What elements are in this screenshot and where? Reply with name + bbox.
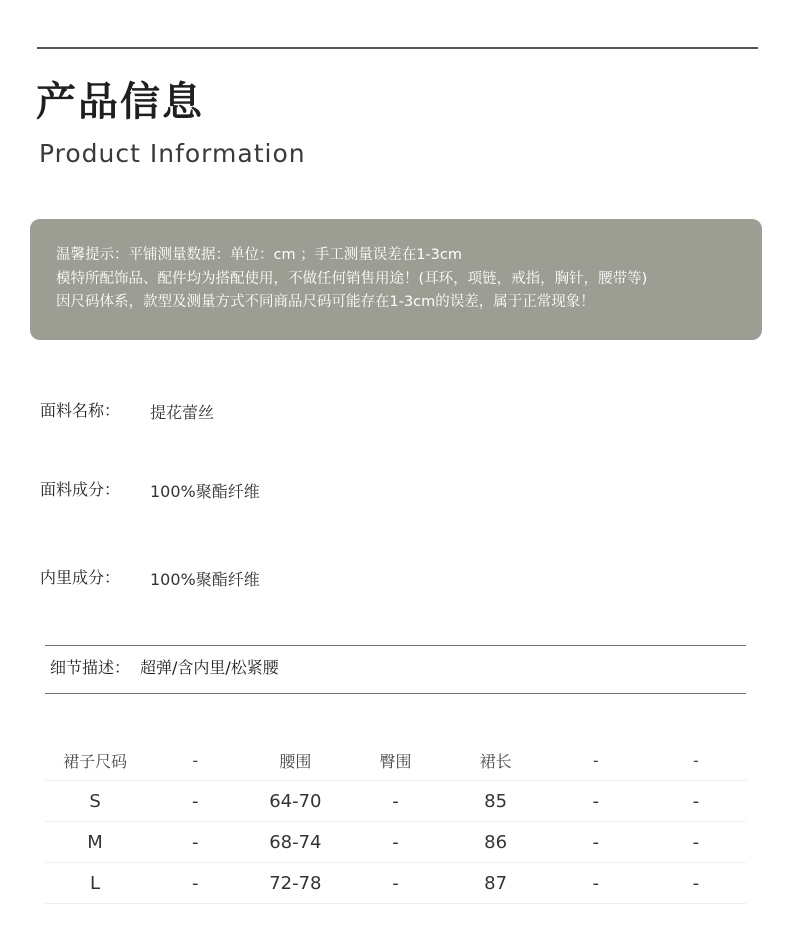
table-cell: 86 <box>446 822 546 863</box>
table-cell: 64-70 <box>245 781 345 822</box>
table-cell: - <box>646 781 746 822</box>
table-cell: M <box>45 822 145 863</box>
table-cell: L <box>45 863 145 904</box>
table-cell: 68-74 <box>245 822 345 863</box>
table-cell: - <box>145 781 245 822</box>
table-cell: S <box>45 781 145 822</box>
notice-line: 温馨提示：平铺测量数据：单位：cm ；手工测量误差在1-3cm <box>56 247 462 263</box>
table-cell: - <box>345 781 445 822</box>
detail-top-divider <box>45 645 746 646</box>
page-subtitle: Product Information <box>39 139 306 168</box>
notice-box <box>30 219 762 340</box>
header-cell: - <box>546 740 646 781</box>
table-row <box>45 822 746 863</box>
notice-line: 模特所配饰品、配件均为搭配使用，不做任何销售用途！(耳环，项链，戒指，胸针，腰带等) <box>56 270 648 287</box>
table-cell: - <box>546 781 646 822</box>
header-cell: 裙长 <box>446 740 546 781</box>
size-table-header <box>45 740 746 781</box>
table-cell: 85 <box>446 781 546 822</box>
table-cell: - <box>546 822 646 863</box>
table-cell: - <box>546 863 646 904</box>
table-cell: - <box>646 863 746 904</box>
table-cell: - <box>145 822 245 863</box>
table-cell: - <box>145 863 245 904</box>
table-cell: 87 <box>446 863 546 904</box>
detail-field <box>50 657 279 679</box>
header-cell: 裙子尺码 <box>45 740 145 781</box>
header-cell: - <box>145 740 245 781</box>
page-title: 产品信息 <box>36 79 204 125</box>
lining-composition-value: 100%聚酯纤维 <box>150 570 260 589</box>
notice-line: 因尺码体系，款型及测量方式不同商品尺码可能存在1-3cm的误差，属于正常现象！ <box>56 294 595 310</box>
fabric-composition-value: 100%聚酯纤维 <box>150 482 260 501</box>
header-cell: 腰围 <box>245 740 345 781</box>
table-cell: - <box>345 863 445 904</box>
size-table <box>45 740 746 904</box>
lining-composition-label: 内里成分： <box>40 568 121 587</box>
table-cell: 72-78 <box>245 863 345 904</box>
table-row <box>45 863 746 904</box>
table-row <box>45 781 746 822</box>
fabric-composition-label: 面料成分： <box>40 480 121 499</box>
table-cell: - <box>646 822 746 863</box>
fabric-name-label: 面料名称： <box>40 401 121 420</box>
detail-bottom-divider <box>45 693 746 694</box>
table-cell: - <box>345 822 445 863</box>
header-cell: - <box>646 740 746 781</box>
detail-value: 超弹/含内里/松紧腰 <box>140 658 279 677</box>
detail-label: 细节描述： <box>50 658 131 677</box>
fabric-name-value: 提花蕾丝 <box>150 403 215 422</box>
top-divider <box>37 47 758 49</box>
header-cell: 臀围 <box>345 740 445 781</box>
